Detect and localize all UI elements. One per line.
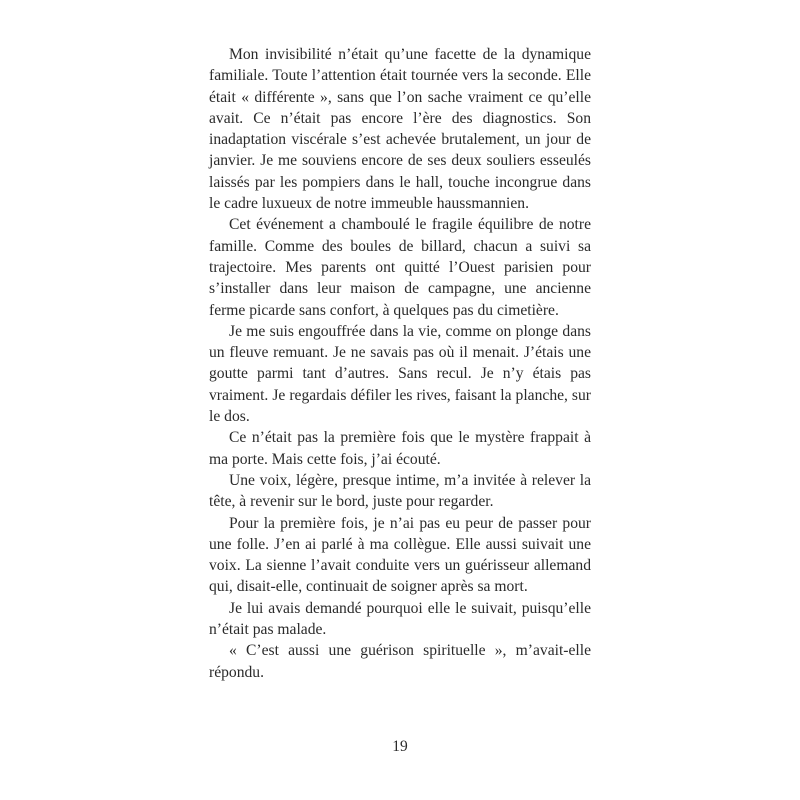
paragraph: Une voix, légère, presque intime, m’a invitée à relever la tête, à revenir sur le bord, juste pour regarder. [209,471,591,511]
paragraph: Pour la première fois, je n’ai pas eu peur de passer pour une folle. J’en ai parlé à ma collègue. Elle aussi suivait une voix. La sienne l’avait conduite vers un guérisseur allemand qui, disait-elle, continuait de soigner après sa mort. [209,514,591,596]
paragraph: Ce n’était pas la première fois que le mystère frappait à ma porte. Mais cette fois, j’ai écouté. [209,429,591,468]
body-text [209,44,591,683]
paragraph: « C’est aussi une guérison spirituelle », m’avait-elle répondu. [209,642,591,681]
paragraph: Mon invisibilité n’était qu’une facette de la dynamique familiale. Toute l’attention était tournée vers la seconde. Elle était « différente », sans que l’on sache vraiment ce qu’elle avait. Ce n’était pas encore l’ère des diagnostics. Son inadaptation viscérale s’est achevée brutalement, un jour de janvier. Je me souviens encore de ses deux souliers esseulés laissés par les pompiers dans le hall, touche incongrue dans le cadre luxueux de notre immeuble haussmannien. [209,46,591,213]
paragraph: Cet événement a chamboulé le fragile équilibre de notre famille. Comme des boules de billard, chacun a suivi sa trajectoire. Mes parents ont quitté l’Ouest parisien pour s’installer dans leur maison de campagne, une ancienne ferme picarde sans confort, à quelques pas du cimetière. [209,216,591,319]
paragraph: Je me suis engouffrée dans la vie, comme on plonge dans un fleuve remuant. Je ne savais pas où il menait. J’étais une goutte parmi tant d’autres. Sans recul. Je n’y étais pas vraiment. Je regardais défiler les rives, faisant la planche, sur le dos. [209,322,591,426]
page-number: 19 [392,738,408,755]
paragraph: Je lui avais demandé pourquoi elle le suivait, puisqu’elle n’était pas malade. [209,599,591,639]
